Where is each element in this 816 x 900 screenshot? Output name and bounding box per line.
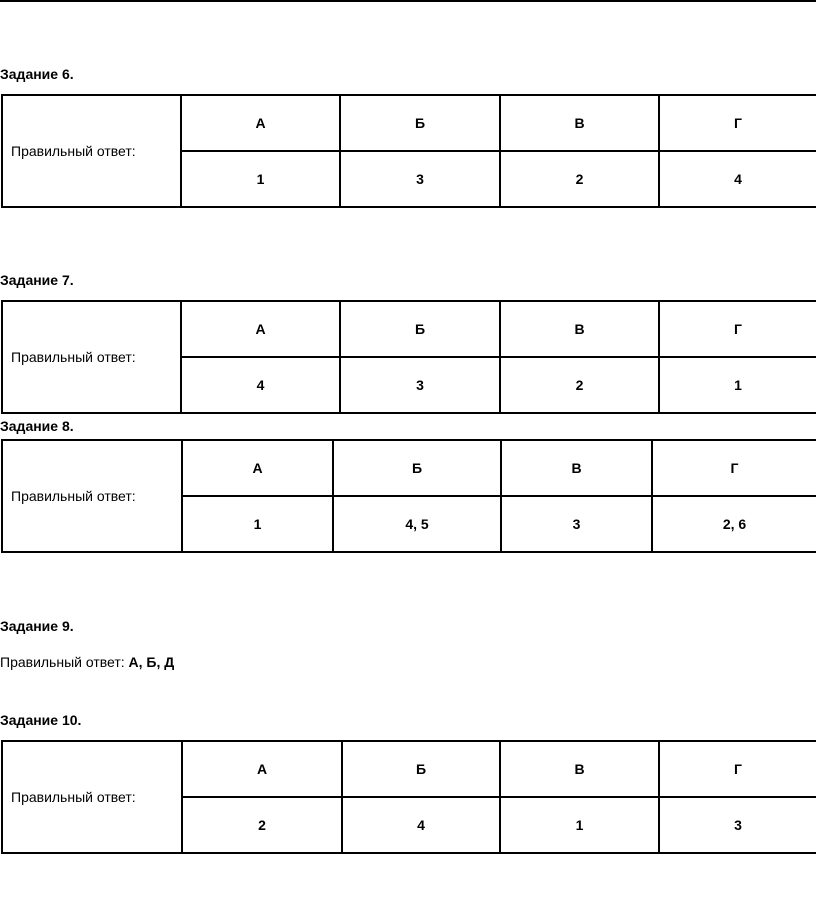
answer-cell-a: 2 xyxy=(182,797,342,853)
answer-cell-a: 1 xyxy=(181,151,340,207)
task-6-answer-table xyxy=(1,94,816,208)
column-header-v: В xyxy=(501,440,652,496)
task-7-answer-table xyxy=(1,300,816,414)
answer-cell-b: 3 xyxy=(340,357,500,413)
column-header-b: Б xyxy=(340,301,500,357)
column-header-v: В xyxy=(500,301,659,357)
answer-cell-g: 2, 6 xyxy=(652,496,816,552)
answer-cell-b: 4 xyxy=(342,797,500,853)
answer-cell-v: 2 xyxy=(500,357,659,413)
column-header-g: Г xyxy=(652,440,816,496)
task-6-title: Задание 6. xyxy=(0,66,74,82)
column-header-g: Г xyxy=(659,301,816,357)
column-header-b: Б xyxy=(333,440,501,496)
task-10-answer-table xyxy=(1,740,816,854)
answer-value: А, Б, Д xyxy=(128,654,175,670)
answer-cell-a: 4 xyxy=(181,357,340,413)
column-header-b: Б xyxy=(340,95,500,151)
answer-cell-v: 3 xyxy=(501,496,652,552)
column-header-g: Г xyxy=(659,741,816,797)
column-header-v: В xyxy=(500,741,659,797)
task-7-title: Задание 7. xyxy=(0,272,74,288)
task-9-answer-line xyxy=(0,654,174,670)
task-9-title: Задание 9. xyxy=(0,618,74,634)
column-header-a: А xyxy=(182,440,333,496)
top-rule xyxy=(0,0,816,2)
answer-cell-g: 1 xyxy=(659,357,816,413)
answer-cell-g: 4 xyxy=(659,151,816,207)
column-header-a: А xyxy=(181,95,340,151)
answer-label: Правильный ответ: xyxy=(2,95,181,207)
answer-cell-v: 1 xyxy=(500,797,659,853)
answer-label: Правильный ответ: xyxy=(2,741,182,853)
answer-label: Правильный ответ: xyxy=(0,654,125,670)
answer-label: Правильный ответ: xyxy=(2,301,181,413)
answer-label: Правильный ответ: xyxy=(2,440,182,552)
column-header-v: В xyxy=(500,95,659,151)
task-8-title: Задание 8. xyxy=(0,418,74,434)
column-header-g: Г xyxy=(659,95,816,151)
answer-cell-v: 2 xyxy=(500,151,659,207)
answer-cell-g: 3 xyxy=(659,797,816,853)
task-8-answer-table xyxy=(1,439,816,553)
answer-cell-a: 1 xyxy=(182,496,333,552)
answer-cell-b: 3 xyxy=(340,151,500,207)
task-10-title: Задание 10. xyxy=(0,712,82,728)
column-header-a: А xyxy=(181,301,340,357)
answer-cell-b: 4, 5 xyxy=(333,496,501,552)
column-header-a: А xyxy=(182,741,342,797)
column-header-b: Б xyxy=(342,741,500,797)
